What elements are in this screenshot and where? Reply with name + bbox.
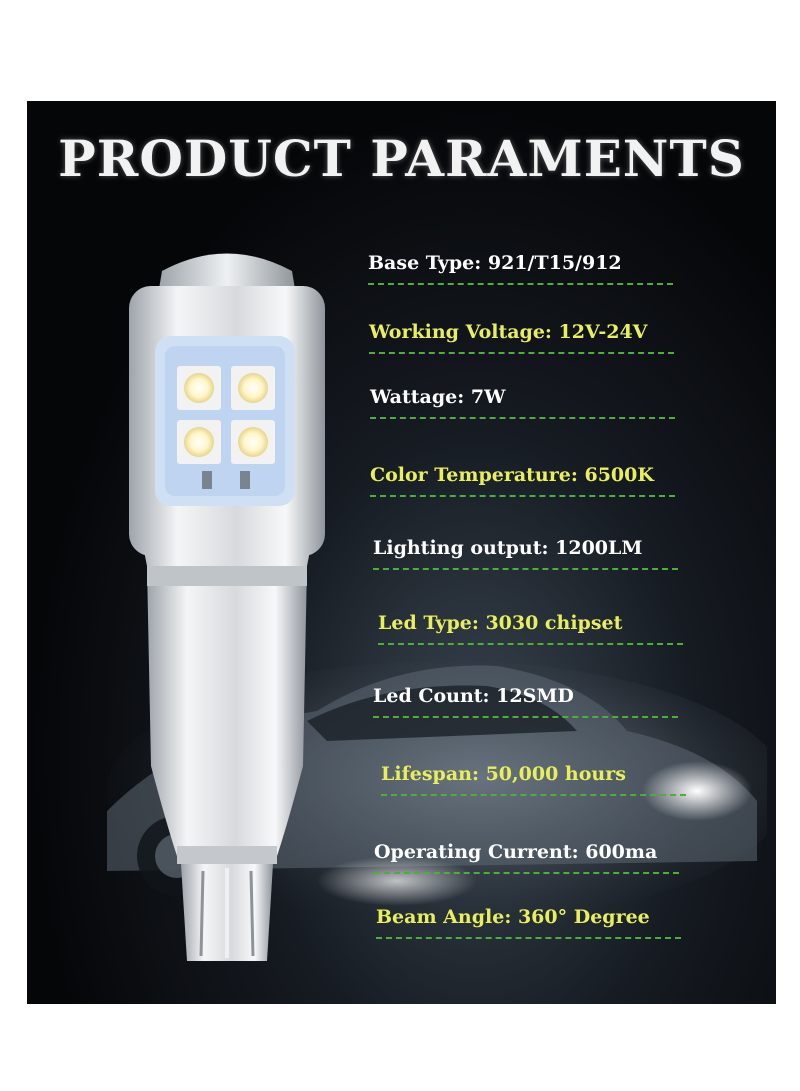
param-color-temperature xyxy=(370,461,680,501)
divider-line xyxy=(373,568,678,570)
divider-line xyxy=(381,794,686,796)
product-panel xyxy=(27,101,776,1004)
divider-line xyxy=(374,872,679,874)
divider-line xyxy=(370,417,675,419)
param-working-voltage xyxy=(369,318,679,358)
divider-line xyxy=(373,716,678,718)
param-text: Led Count: 12SMD xyxy=(373,685,574,707)
param-wattage xyxy=(370,383,680,423)
param-text: Lifespan: 50,000 hours xyxy=(381,763,626,785)
param-text: Working Voltage: 12V-24V xyxy=(369,321,648,343)
param-operating-current xyxy=(374,838,684,878)
param-led-count xyxy=(373,682,683,722)
param-base-type xyxy=(368,249,678,289)
param-text: Color Temperature: 6500K xyxy=(370,464,654,486)
param-beam-angle xyxy=(376,903,686,943)
param-lifespan xyxy=(381,760,691,800)
param-text: Led Type: 3030 chipset xyxy=(378,612,623,634)
param-lighting-output xyxy=(373,534,683,574)
divider-line xyxy=(378,643,683,645)
param-text: Lighting output: 1200LM xyxy=(373,537,643,559)
param-text: Wattage: 7W xyxy=(370,386,506,408)
divider-line xyxy=(370,495,675,497)
param-led-type xyxy=(378,609,688,649)
led-bulb-image xyxy=(107,246,347,976)
divider-line xyxy=(369,352,674,354)
divider-line xyxy=(376,937,681,939)
param-text: Base Type: 921/T15/912 xyxy=(368,252,622,274)
divider-line xyxy=(368,283,673,285)
param-text: Operating Current: 600ma xyxy=(374,841,658,863)
page-title: PRODUCT PARAMENTS xyxy=(58,129,745,188)
param-text: Beam Angle: 360° Degree xyxy=(376,906,650,928)
